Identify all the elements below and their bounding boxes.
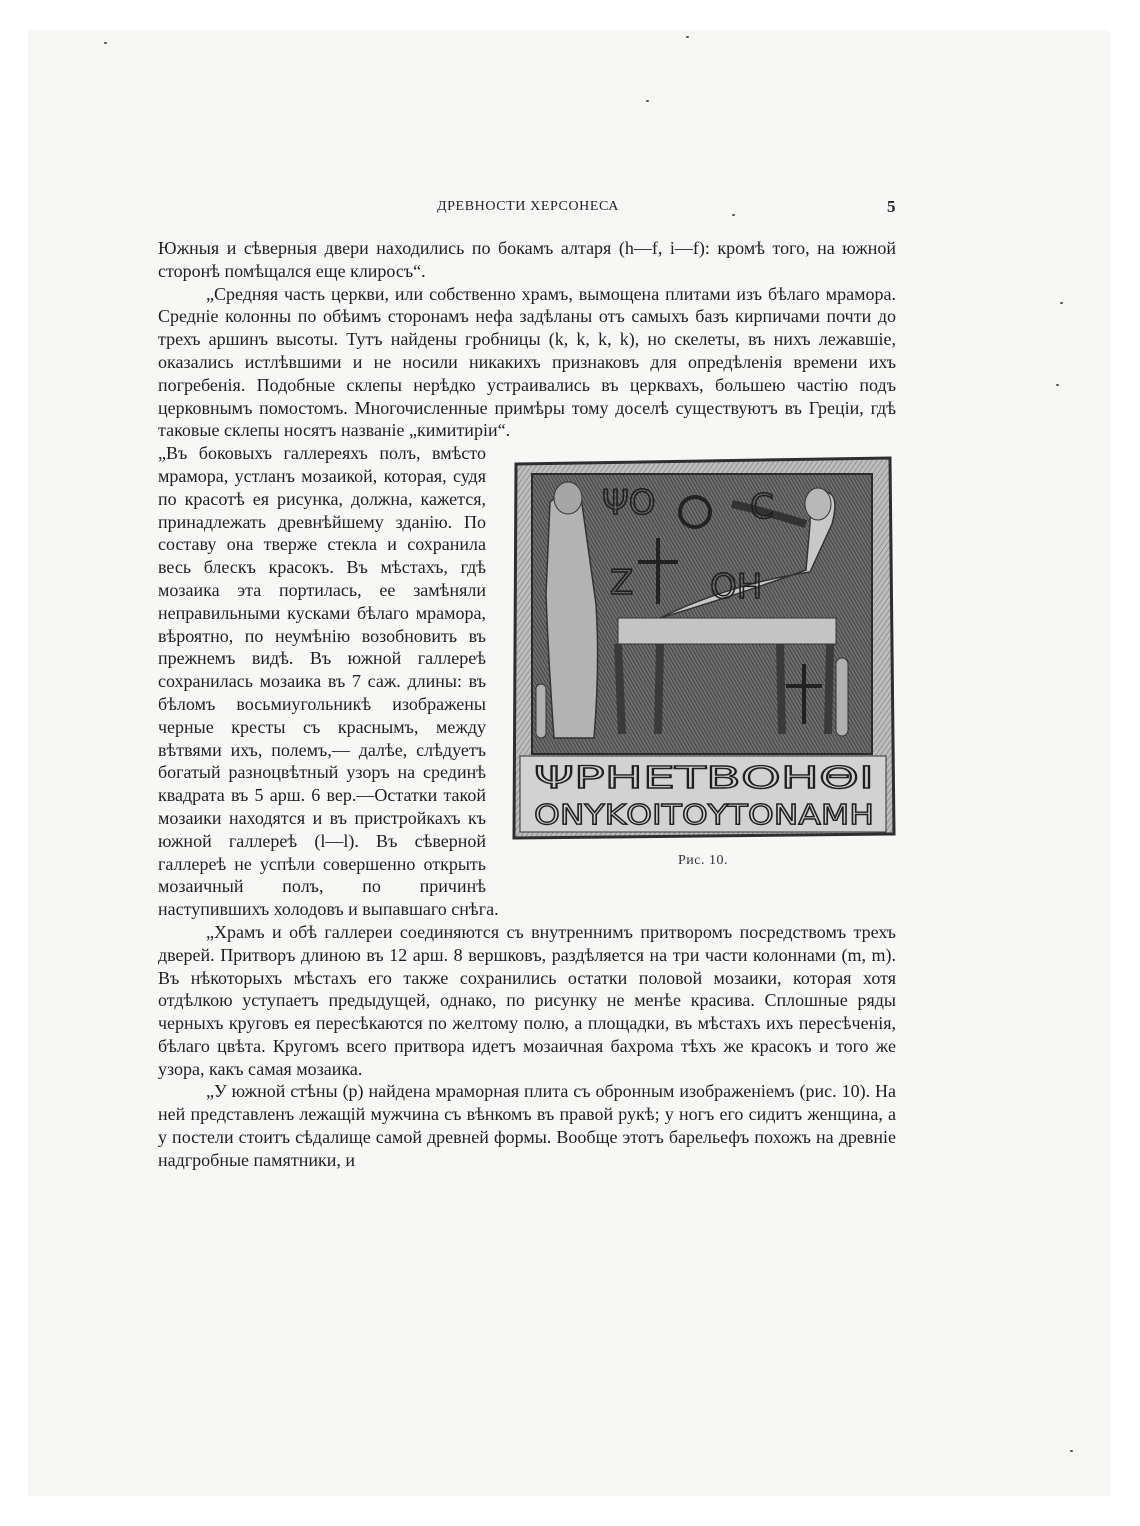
scan-speck	[104, 42, 107, 44]
scan-speck	[1070, 1450, 1073, 1452]
scan-speck	[1060, 302, 1063, 304]
paragraph-5: „У южной стѣны (p) найдена мраморная плита съ обронным изображеніемъ (рис. 10). На ней представленъ лежащій мужчина съ вѣнкомъ въ правой рукѣ; у ногъ его сидитъ женщина, а у постели стоитъ сѣдалище самой древней формы. Вообще этотъ барельефъ похожъ на древніе надгробные памятники, и	[158, 1081, 896, 1170]
svg-text:ΟΗ: ΟΗ	[710, 567, 763, 608]
svg-text:ΟΝΥΚΟΙΤΟΥΤΟΝΑΜΗ: ΟΝΥΚΟΙΤΟΥΤΟΝΑΜΗ	[534, 798, 874, 832]
figure-10	[510, 454, 896, 888]
text-block	[158, 237, 896, 1172]
paragraph-3: „Въ боковыхъ галлереяхъ полъ, вмѣсто мрамора, устланъ мозаикой, которая, судя по красотѣ ея рисунка, должна, кажется, принадлежать древнѣйшему зданію. По составу она тверже стекла и сохранила весь блескъ красокъ. Въ мѣстахъ, гдѣ мозаика эта портилась, ее замѣняли неправильными кусками бѣлаго мрамора, вѣроятно, по неумѣнію возобновить въ прежнемъ видѣ. Въ южной галлереѣ сохранилась мозаика въ 7 саж. длины: въ бѣломъ восьмиугольникѣ изображены черные кресты съ краснымъ, между вѣтвями ихъ, полемъ,— далѣе, слѣдуетъ богатый разноцвѣтный узоръ на срединѣ квадрата въ 5 арш. 6 вер.—Остатки такой мозаики находятся и въ пристройкахъ къ южной галлереѣ (l—l). Въ сѣверной галлереѣ не успѣли совершенно открыть мозаичный полъ, по причинѣ наступившихъ холодовъ и выпавшаго снѣга.	[158, 443, 499, 920]
page-number: 5	[887, 197, 896, 216]
scan-speck	[646, 100, 649, 102]
figure-caption: Рис. 10.	[678, 853, 728, 869]
svg-text:Z: Z	[610, 563, 634, 604]
paragraph-4: „Храмъ и обѣ галлереи соединяются съ внутреннимъ притворомъ посредствомъ трехъ дверей. Притворъ длиною въ 12 арш. 8 вершковъ, раздѣляется на три части колоннами (m, m). Въ нѣкоторыхъ мѣстахъ его также сохранились остатки половой мозаики, которая хотя отдѣлкою уступаетъ предыдущей, однако, по рисунку не менѣе красива. Сплошные ряды черныхъ круговъ ея пересѣкаются по желтому полю, а площадки, въ мѣстахъ ихъ пересѣченія, бѣлаго цвѣта. Кругомъ всего притвора идетъ мозаичная бахрома тѣхъ же красокъ и того же узора, какъ самая мозаика.	[158, 921, 896, 1079]
paragraph-2: „Средняя часть церкви, или собственно храмъ, вымощена плитами изъ бѣлаго мрамора. Средніе колонны по обѣимъ сторонамъ нефа задѣланы отъ самыхъ базъ кирпичами почти до трехъ аршинъ высоты. Тутъ найдены гробницы (k, k, k, k), но скелеты, въ нихъ лежавшіе, оказались истлѣвшими и не носили никакихъ признаковъ для опредѣленія времени ихъ погребенія. Подобные склепы нерѣдко устраивались въ церквахъ, большею частію подъ церковнымъ помостомъ. Многочисленные примѣры тому доселѣ существуютъ въ Греціи, гдѣ таковые склепы носятъ названіе „кимитиріи“.	[158, 283, 896, 441]
scan-speck	[686, 36, 689, 38]
svg-text:C: C	[750, 487, 774, 528]
relief-illustration	[510, 454, 896, 840]
running-head: ДРЕВНОСТИ ХЕРСОНЕСА	[437, 199, 619, 214]
scan-speck	[1056, 384, 1059, 386]
svg-text:ΨΟ: ΨΟ	[602, 483, 656, 524]
scan-speck	[732, 214, 735, 216]
paragraph-1: Южныя и сѣверныя двери находились по бокамъ алтаря (h—f, i—f): кромѣ того, на южной сторонѣ помѣщался еще клиросъ“.	[158, 238, 896, 281]
svg-text:ΨΡΗΕΤΒΟΗΘΙ: ΨΡΗΕΤΒΟΗΘΙ	[534, 761, 874, 797]
